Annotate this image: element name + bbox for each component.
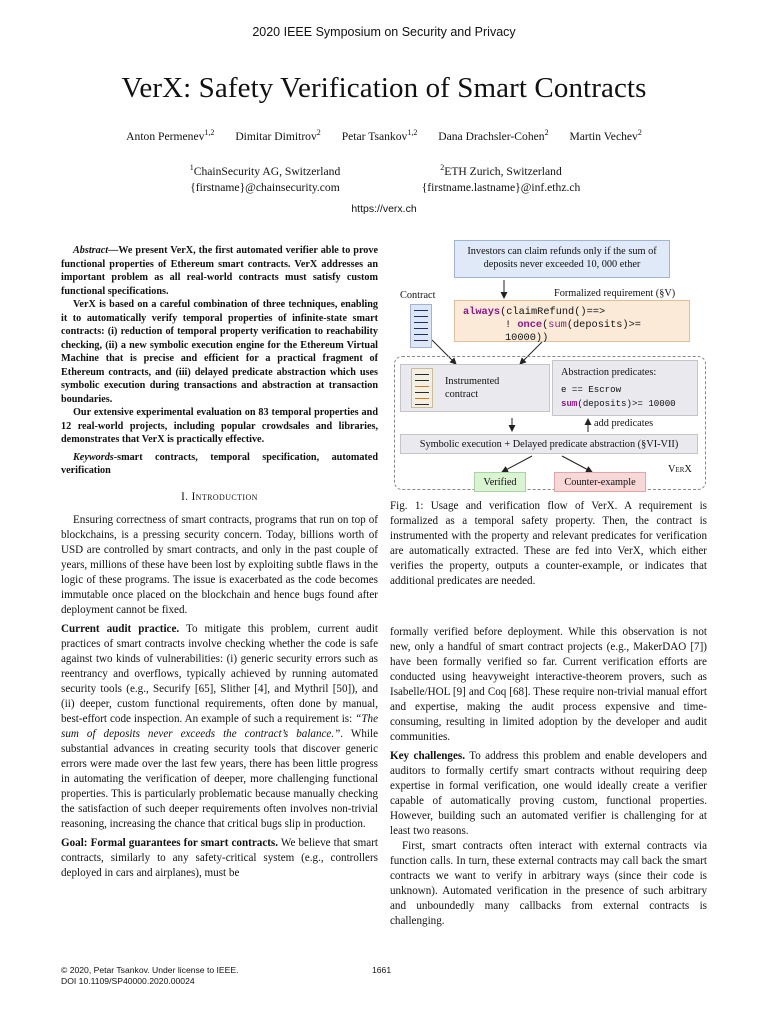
affiliation-2: $^2$ETH Zurich, Switzerland {firstname.lastname}@inf.ethz.ch — [421, 163, 581, 194]
right-paragraph-1: formally verified before deployment. While this observation is not new, only a handful of smart contract projects (e.g., MakerDAO [7]) have been formally verified so far. Current verification efforts are conducted using heavyweight interactive-theorem provers, such as Isabelle/HOL [9] and Coq [68]. These require non-trivial manual effort and expertise, making the audit process expensive and time-consuming, resulting in limited adoption by the developer and audit communities. — [390, 626, 707, 743]
affiliation-1: $^1$ChainSecurity AG, Switzerland {firstname}@chainsecurity.com — [189, 163, 341, 194]
abstract-p2: VerX is based on a careful combination of three techniques, enabling it to automatically verify temporal properties of infinite-state smart contracts: (i) reduction of temporal property verification to reachability checking, (ii) a new symbolic execution engine for the Ethereum Virtual Machine that is precise and efficient for a practical fragment of Ethereum contracts, and (iii) delayed predicate abstraction which uses symbolic execution during transactions and abstraction at transaction boundaries. — [61, 299, 378, 405]
audit-paragraph: Current audit practice. To mitigate this problem, current audit practices of smart contracts involve checking whether the code is safe against two kinds of vulnerabilities: (i) generic security errors such as reentrancy and overflows, typically achieved by running automated security tools (e.g., Securify [65], Slither [4], and Mythril [50]), and (ii) deeper, custom functional requirements, often done by manual, best-effort code inspection. An example of such a requirement is: “The sum of deposits never exceeds the contract’s balance.”. While substantial advances in creating security tools that discover generic errors were made over the last few years, there has been little progress in automating the verification of deeper, more challenging functional properties. This is particularly problematic because manually checking the satisfaction of such deeper requirements often involves non-trivial reasoning, increasing the chance that critical bugs slip in production. — [61, 622, 378, 830]
left-column — [61, 244, 378, 881]
conference-header: 2020 IEEE Symposium on Security and Privacy — [252, 25, 516, 39]
keywords: Keywords-smart contracts, temporal specification, automated verification — [61, 451, 378, 476]
add-predicates-label: add predicates — [594, 418, 654, 429]
author: Dana Drachsler-Cohen$^2$ — [438, 128, 549, 143]
abstraction-predicates-title: Abstraction predicates: — [561, 367, 657, 378]
goal-paragraph: Goal: Formal guarantees for smart contracts. We believe that smart contracts, similarly to any safety-critical system (e.g., controllers deployed in cars and airplanes), must be — [61, 836, 379, 879]
intro-paragraph-1: Ensuring correctness of smart contracts, programs that run on top of blockchains, is a pressing security concern. Today, billions worth of USD are controlled by smart contracts, and only in the past couple of years, millions of these have been lost by exploiting subtle flaws in the logic of these programs. The issue is exacerbated as the code becomes immutable once placed on the blockchain and hence bugs found after deployment cannot be fixed. — [61, 513, 378, 616]
formalized-requirement-code: always(claimRefund()==> ! once(sum(deposits)>= 10000)) — [454, 300, 690, 342]
abstract-p1: Abstract—We present VerX, the first automated verifier able to prove functional properties of Ethereum smart contracts. VerX addresses an important problem as all real-world contracts must satisfy custom functional specifications. — [61, 245, 378, 297]
verified-outcome: Verified — [474, 472, 526, 492]
counter-example-outcome: Counter-example — [554, 472, 646, 492]
instrumented-document-icon — [411, 368, 433, 408]
key-challenges-paragraph: Key challenges. To address this problem and enable developers and auditors to formally certify smart contracts without requiring deep expertise in formal verification, one would ideally create a verifier capable of automatically proving custom, functional properties. However, building such an automated verifier is challenging for at least two reasons. — [390, 750, 707, 837]
requirement-box: Investors can claim refunds only if the sum of deposits never exceeded 10, 000 ether — [454, 240, 670, 278]
predicate-1: e == Escrow — [561, 384, 622, 395]
instrumented-contract-box — [400, 364, 550, 412]
formalized-requirement-label: Formalized requirement (§V) — [554, 288, 676, 299]
verx-label: VerX — [668, 464, 692, 475]
author-list — [0, 128, 768, 143]
paper-title: VerX: Safety Verification of Smart Contracts — [121, 72, 647, 104]
project-url[interactable]: https://verx.ch — [351, 203, 417, 215]
instrumented-contract-label: Instrumented contract — [445, 376, 500, 400]
author: Martin Vechev$^2$ — [569, 128, 642, 143]
figure-1-caption: Fig. 1: Usage and verification flow of VerX. A requirement is formalized as a temporal safety property. Then, the contract is instrumented with the property and relevant predicates for verification are automatically extracted. These are fed into VerX, which either verifies the property, outputs a counter-example, or indicates that additional predicates are needed. — [390, 500, 707, 587]
figure-1-verx-flow — [392, 238, 710, 494]
author: Petar Tsankov$^{1,2}$ — [341, 128, 418, 143]
author: Dimitar Dimitrov$^2$ — [235, 128, 321, 143]
author: Anton Permenev$^{1,2}$ — [126, 128, 215, 143]
contract-document-icon — [410, 304, 432, 348]
predicate-2: sum(deposits)>= 10000 — [561, 398, 676, 409]
section-heading-introduction: I. Introduction — [181, 490, 258, 503]
contract-label: Contract — [400, 290, 436, 301]
abstraction-predicates-box — [552, 360, 698, 416]
symbolic-execution-box: Symbolic execution + Delayed predicate abstraction (§VI-VII) — [400, 434, 698, 454]
page-number: 1661 — [372, 965, 392, 975]
right-column — [390, 625, 707, 929]
abstract-p3: Our extensive experimental evaluation on 83 temporal properties and 12 real-world projects, including popular crowdsales and libraries, demonstrates that VerX is practically effective. — [61, 407, 378, 445]
first-challenge-paragraph: First, smart contracts often interact with external contracts via function calls. In turn, these external contracts may call back the smart contracts we want to verify in arbitrary ways (since their code is unknown). Automated verification in the presence of such arbitrary and unboundedly many callbacks from external contracts is challenging. — [390, 840, 707, 927]
footer-copyright: © 2020, Petar Tsankov. Under license to IEEE. DOI 10.1109/SP40000.2020.00024 — [61, 965, 239, 986]
